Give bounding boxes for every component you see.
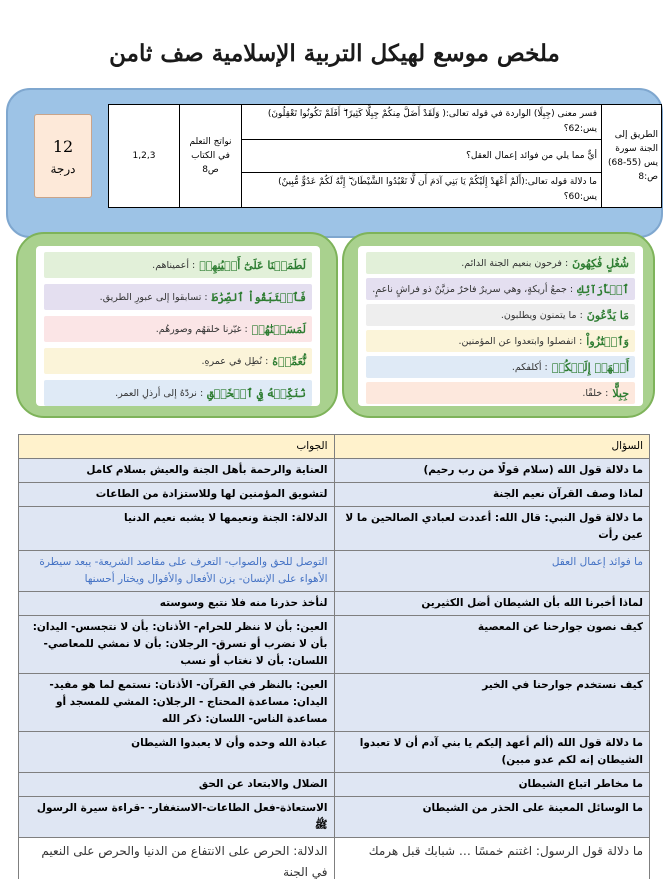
learning-outcomes [179, 105, 241, 207]
table-row [19, 838, 650, 879]
lesson-banner [6, 88, 663, 238]
lesson-question: ما دلالة قوله تعالى:(أَلَمْ أَعْهَدْ إِلَيْكُمْ يَا بَنِي آدَمَ أَن لَّا تَعْبُدُوا الشَّيْطَانَ ۖ إِنَّهُ لَكُمْ عَدُوٌّ مُّبِينٌ) يس:60؟ [278, 177, 597, 202]
page-title: ملخص موسع لهيكل التربية الإسلامية صف ثامن [109, 40, 560, 67]
vocab-meaning: : جمعُ أريكةٍ، وهي سريرٌ فاخرٌ مزيَّنٌ ذو فراشٍ ناعمٍ. [372, 283, 574, 295]
qa-question: لماذا وصف القرآن نعيم الجنة [334, 483, 650, 507]
lesson-question: أيٌّ مما يلي من فوائد إعمال العقل؟ [242, 140, 601, 173]
qa-answer: العناية والرحمة بأهل الجنة والعيش بسلام كامل [19, 459, 335, 483]
vocab-meaning: : تسابقوا إلى عبورِ الطريق. [99, 291, 208, 303]
qa-answer: لتشويق المؤمنين لها وللاستزادة من الطاعات [19, 483, 335, 507]
lesson-table [108, 104, 662, 208]
qa-question: ما دلالة قول النبي: قال الله: أعددت لعبادي الصالحين ما لا عين رأت [334, 507, 650, 551]
table-row [19, 459, 650, 483]
vocab-row [366, 330, 635, 352]
lesson-path [601, 105, 661, 207]
qa-answer: التوصل للحق والصواب- التعرف على مقاصد الشريعة- يبعد سيطرة الأهواء على الإنسان- يزن الأفعال والأقوال ويختار أحسنها [19, 551, 335, 592]
vocab-meaning: : ما يتمنون ويطلبون. [500, 309, 583, 321]
learning-outcomes-line: ص8 [202, 165, 219, 175]
vocab-word: شُغُلٍ فَٰكِهُونَ [572, 256, 629, 270]
vocab-word: فَٱسۡتَبَقُواْ ٱلصِّرَٰطَ [211, 290, 306, 304]
qa-answer: العين: بأن لا ننظر للحرام- الأذنان: بأن لا نتجسس- اليدان: بأن لا نضرب أو نسرق- الرجلان: بأن لا نمشي للمعاصي- اللسان: بأن لا نغتاب أو نسب [19, 616, 335, 674]
outcome-numbers: 1,2,3 [132, 151, 156, 161]
qa-question: ما دلالة قول الله (سلام قولًا من رب رحيم) [334, 459, 650, 483]
table-row [19, 797, 650, 838]
table-row [19, 674, 650, 732]
vocab-word: أَعۡهَدۡ إِلَيۡكُمۡ [551, 360, 629, 374]
table-row [19, 592, 650, 616]
vocab-row [366, 382, 635, 404]
vocab-row [44, 380, 312, 406]
lesson-questions [241, 105, 601, 207]
qa-table [18, 434, 650, 879]
qa-header-answer: الجواب [19, 435, 335, 459]
table-row [19, 551, 650, 592]
vocab-row [44, 252, 312, 278]
qa-question: ما مخاطر اتباع الشيطان [334, 773, 650, 797]
qa-answer: الدلالة: الجنة ونعيمها لا يشبه نعيم الدنيا [19, 507, 335, 551]
grade-label: درجة [50, 161, 76, 176]
vocab-panel-left [16, 232, 338, 418]
qa-answer: الاستعاذة-فعل الطاعات-الاستغفار- -قراءة سيرة الرسول ﷺ [19, 797, 335, 838]
vocab-word: نُّعَمِّرۡهُ [272, 354, 306, 368]
qa-answer: لنأخذ حذرنا منه فلا نتبع وسوسته [19, 592, 335, 616]
qa-question: لماذا أخبرنا الله بأن الشيطان أضل الكثيرين [334, 592, 650, 616]
vocab-word: نُنَكِّسۡهُ فِي ٱلۡخَلۡقِ [207, 386, 306, 400]
grade-box [34, 114, 92, 198]
vocab-word: لَطَمَسۡنَا عَلَىٰٓ أَعۡيُنِهِمۡ [199, 258, 306, 272]
lesson-path-line: الجنة سورة [615, 144, 658, 154]
lesson-path-line: الطريق إلى [614, 130, 658, 140]
vocab-word: وَٱمۡتَٰزُواْ [586, 334, 629, 348]
vocab-meaning: : غيّرنا خلقهُم وصورهُم. [155, 323, 248, 335]
learning-outcomes-line: في الكتاب [191, 151, 230, 161]
qa-question: ما الوسائل المعينة على الحذر من الشيطان [334, 797, 650, 838]
qa-question: كيف نستخدم جوارحنا في الخير [334, 674, 650, 732]
vocab-card [358, 246, 643, 406]
qa-header-question: السؤال [334, 435, 650, 459]
vocab-panel-right [342, 232, 655, 418]
vocab-row [44, 348, 312, 374]
learning-outcomes-line: نواتج التعلم [189, 137, 232, 147]
vocab-meaning: : خلقًا. [582, 387, 609, 399]
vocab-row [366, 356, 635, 378]
table-row [19, 483, 650, 507]
qa-header-row [19, 435, 650, 459]
table-row [19, 616, 650, 674]
lesson-question: فسر معنى (جِبِلًا) الواردة في قوله تعالى:( وَلَقَدْ أَضَلَّ مِنكُمْ جِبِلًّا كَثِيرًا ۖ أَفَلَمْ تَكُونُوا تَعْقِلُونَ) يس:62؟ [242, 105, 601, 140]
vocab-card [36, 246, 320, 406]
qa-question: ما دلالة قول الله (ألم أعهد إليكم يا بني آدم أن لا تعبدوا الشيطان إنه لكم عدو مبين) [334, 732, 650, 773]
vocab-meaning: : فرحون بنعيم الجنة الدائم. [461, 257, 569, 269]
grade-value: 12 [52, 136, 74, 156]
vocab-row [44, 316, 312, 342]
vocab-row [44, 284, 312, 310]
vocab-meaning: : نُطِل في عمرهِ. [201, 355, 269, 367]
qa-question: ما دلالة قول الرسول: اغتنم خمسًا … شبابك قبل هرمك [334, 838, 650, 879]
vocab-row [366, 278, 635, 300]
lesson-path-line: ص:8 [638, 172, 658, 182]
qa-question: ما فوائد إعمال العقل [334, 551, 650, 592]
vocab-row [366, 252, 635, 274]
vocab-word: مَا يَدَّعُونَ [586, 308, 629, 322]
vocab-meaning: : أعميناهم. [152, 259, 196, 271]
lesson-path-line: يس (55-68) [607, 158, 658, 168]
vocab-meaning: : نردّهُ إلى أرذلِ العمر. [115, 387, 204, 399]
qa-answer: الدلالة: الحرص على الانتفاع من الدنيا والحرص على النعيم في الجنة [19, 838, 335, 879]
table-row [19, 732, 650, 773]
vocab-word: ٱلۡأَرَآئِكِ [577, 282, 629, 296]
vocab-word: لَمَسَخۡنَٰهُمۡ [251, 322, 306, 336]
table-row [19, 773, 650, 797]
qa-question: كيف نصون جوارحنا عن المعصية [334, 616, 650, 674]
qa-answer: الضلال والابتعاد عن الحق [19, 773, 335, 797]
vocab-meaning: : أكلفكم. [511, 361, 548, 373]
table-row [19, 507, 650, 551]
vocab-meaning: : انفصلوا وابتعدوا عن المؤمنين. [458, 335, 583, 347]
vocab-row [366, 304, 635, 326]
qa-answer: عبادة الله وحده وأن لا يعبدوا الشيطان [19, 732, 335, 773]
qa-answer: العين: بالنظر في القرآن- الأذنان: نستمع لما هو مفيد- اليدان: مساعدة المحتاج - الرجلان: المشي للمسجد أو مساعدة الناس- اللسان: ذكر الله [19, 674, 335, 732]
vocab-word: جِبِلًّا [612, 386, 629, 400]
